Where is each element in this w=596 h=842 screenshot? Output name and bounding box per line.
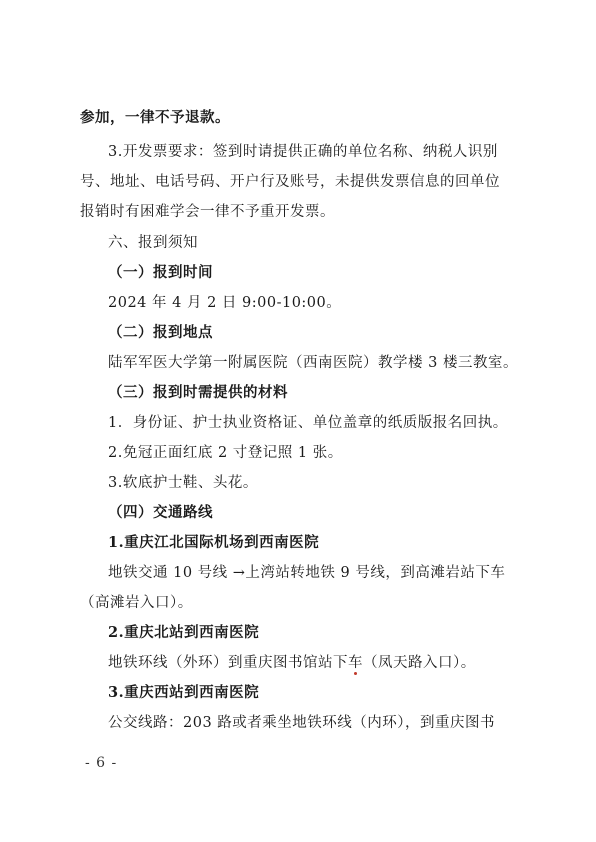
route-airport-text-2: （高滩岩入口）。 xyxy=(80,595,193,611)
checkin-location-text: 陆军军医大学第一附属医院（西南医院）教学楼 3 楼三教室。 xyxy=(108,355,518,371)
invoice-requirement-line-1: 3.开发票要求：签到时请提供正确的单位名称、纳税人识别 xyxy=(108,144,498,160)
route-north-station-heading: 2.重庆北站到西南医院 xyxy=(108,624,260,641)
route-airport-text-1: 地铁交通 10 号线 →上湾站转地铁 9 号线，到高滩岩站下车 xyxy=(108,565,506,581)
materials-item-1: 1．身份证、护士执业资格证、单位盖章的纸质版报名回执。 xyxy=(108,415,508,431)
route-west-station-text: 公交线路：203 路或者乘坐地铁环线（内环），到重庆图书 xyxy=(108,715,496,731)
route-airport-heading: 1.重庆江北国际机场到西南医院 xyxy=(108,534,320,551)
page-number: - 6 - xyxy=(85,755,118,771)
invoice-requirement-line-3: 报销时有困难学会一律不予重开发票。 xyxy=(80,204,335,220)
materials-heading: （三）报到时需提供的材料 xyxy=(108,384,288,401)
transport-heading: （四）交通路线 xyxy=(108,504,213,521)
checkin-time-heading: （一）报到时间 xyxy=(108,264,213,281)
materials-item-3: 3.软底护士鞋、头花。 xyxy=(108,475,258,491)
ink-speck xyxy=(354,672,357,675)
refund-policy-line: 参加，一律不予退款。 xyxy=(80,109,230,126)
invoice-requirement-line-2: 号、地址、电话号码、开户行及账号，未提供发票信息的回单位 xyxy=(80,174,500,190)
route-west-station-heading: 3.重庆西站到西南医院 xyxy=(108,684,260,701)
checkin-location-heading: （二）报到地点 xyxy=(108,324,213,341)
route-north-station-text: 地铁环线（外环）到重庆图书馆站下车（凤天路入口）。 xyxy=(108,655,476,671)
section-six-heading: 六、报到须知 xyxy=(108,235,198,251)
materials-item-2: 2.免冠正面红底 2 寸登记照 1 张。 xyxy=(108,445,343,461)
checkin-time-text: 2024 年 4 月 2 日 9:00-10:00。 xyxy=(108,295,342,311)
